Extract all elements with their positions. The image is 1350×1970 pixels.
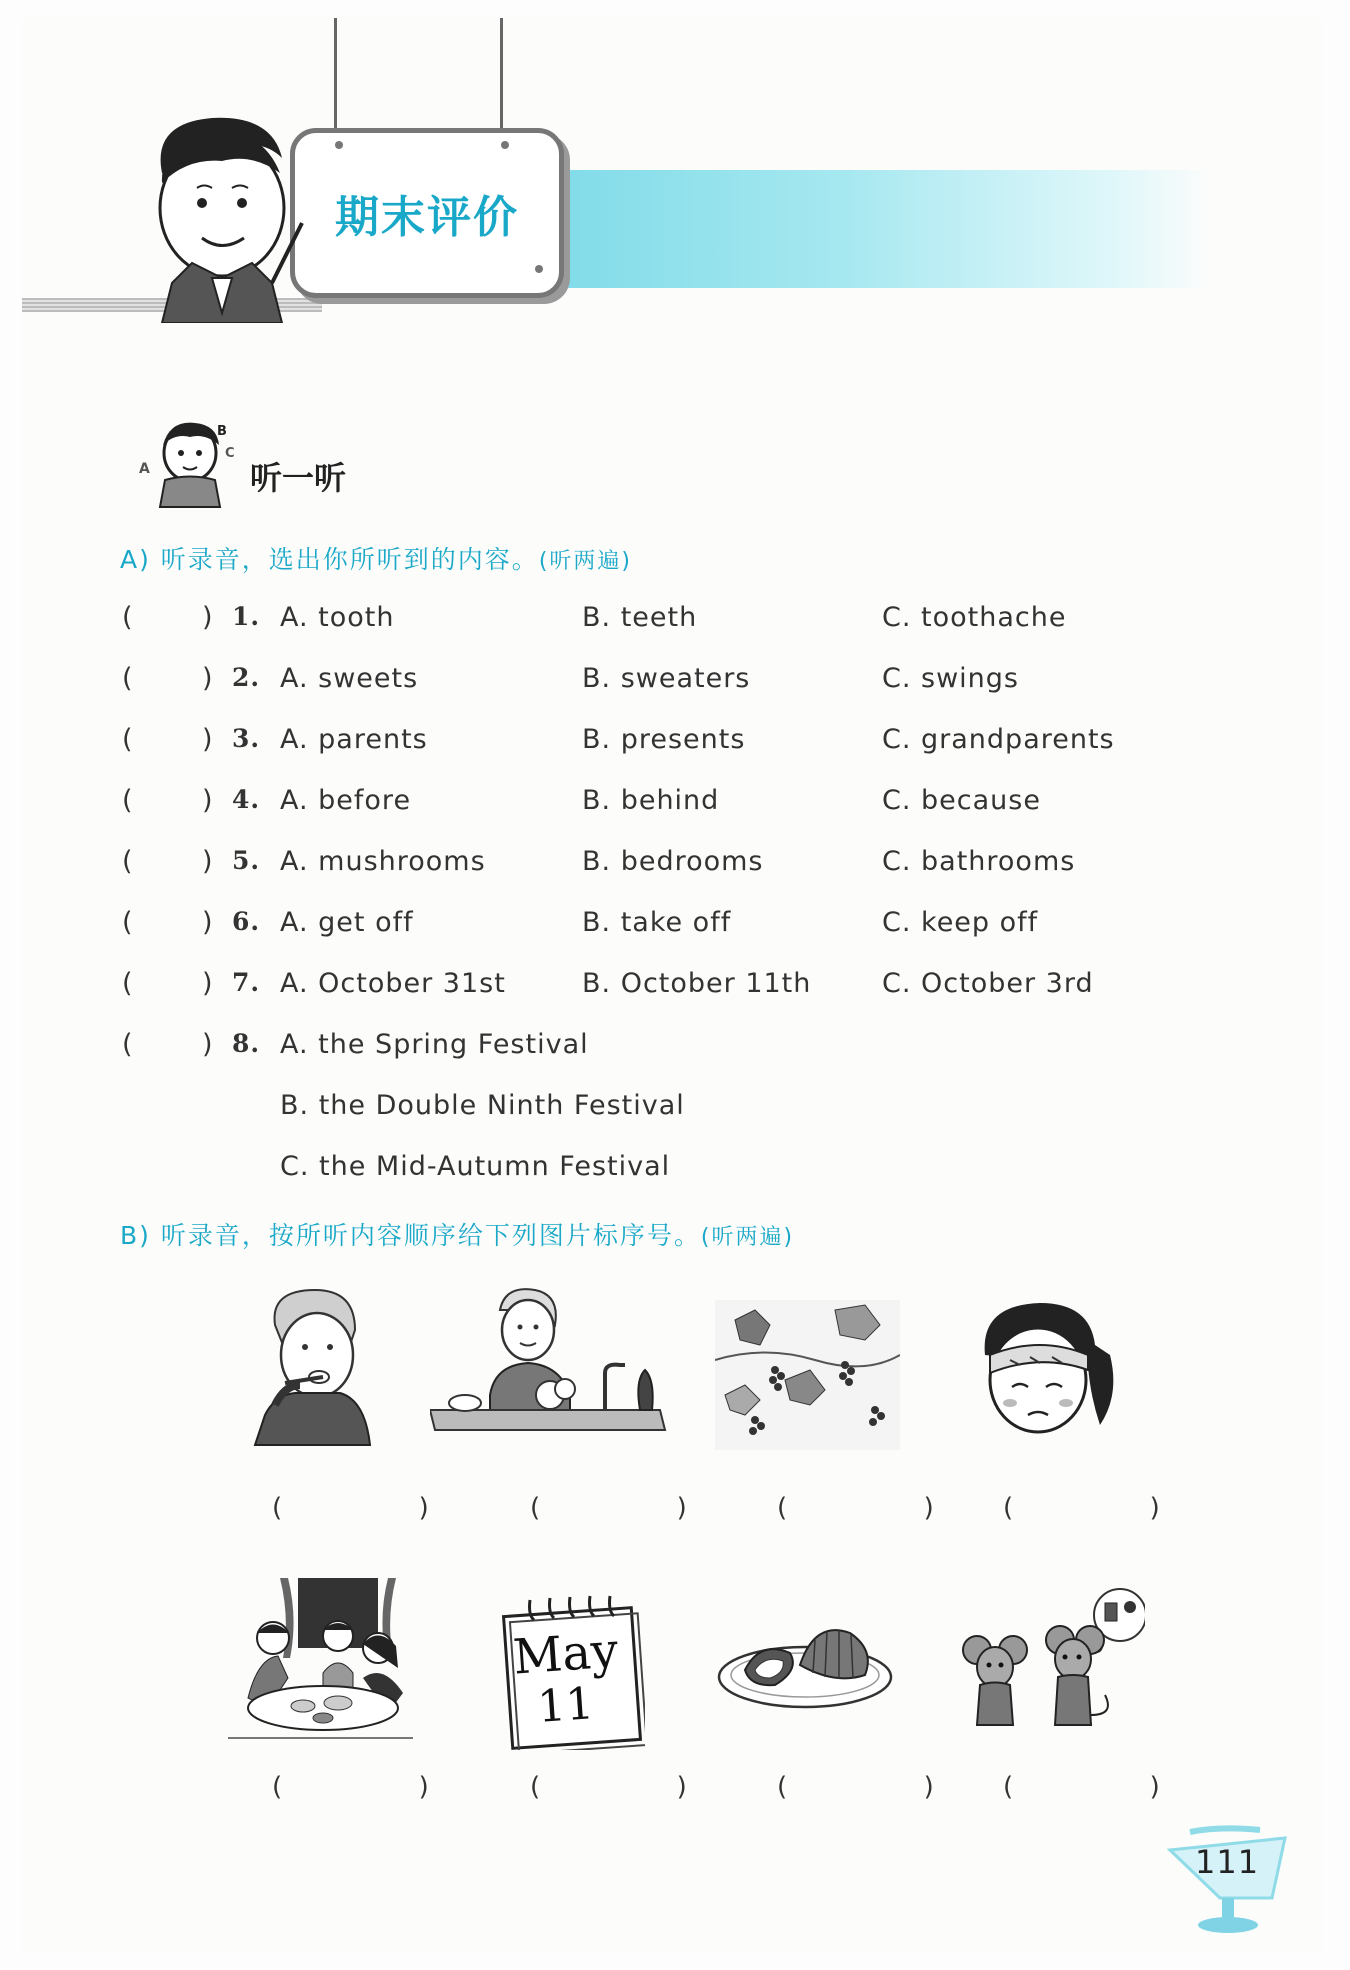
listening-kid-icon [135, 415, 245, 510]
question-number: 3. [232, 724, 261, 753]
picture-answer-blank[interactable]: ( ) [1003, 1493, 1200, 1523]
section-header [135, 415, 415, 515]
answer-blank-close: ) [202, 846, 214, 877]
option-b: B. teeth [582, 602, 698, 633]
answer-blank-open[interactable]: ( [122, 785, 134, 816]
answer-blank-open[interactable]: ( [122, 602, 134, 633]
picture-answer-blank[interactable]: ( ) [272, 1772, 469, 1802]
option-a: A. before [280, 785, 412, 816]
answer-blank-close: ) [202, 907, 214, 938]
option-a: A. parents [280, 724, 428, 755]
answer-blank-open[interactable]: ( [122, 846, 134, 877]
answer-blank-close: ) [202, 663, 214, 694]
option-a: A. get off [280, 907, 414, 938]
answer-blank-close: ) [202, 1029, 214, 1060]
calendar-day: 11 [535, 1678, 596, 1733]
instruction-note: (听两遍) [700, 1225, 795, 1250]
option-c: C. the Mid-Autumn Festival [280, 1151, 671, 1182]
answer-blank-open[interactable]: ( [122, 663, 134, 694]
badge-letter: B [217, 424, 227, 439]
option-b: B. the Double Ninth Festival [280, 1090, 685, 1121]
option-a: A. sweets [280, 663, 419, 694]
banner [22, 18, 1322, 318]
woman-washing-dishes-icon [430, 1285, 685, 1450]
option-c: C. keep off [882, 907, 1039, 938]
question-number: 1. [232, 602, 261, 631]
part-b-instruction [120, 1216, 794, 1252]
question-number: 2. [232, 663, 261, 692]
zongzi-plate-icon [715, 1615, 895, 1715]
question-row [0, 968, 1350, 1008]
picture-answer-blank[interactable]: ( ) [530, 1493, 727, 1523]
answer-blank-open[interactable]: ( [122, 724, 134, 755]
answer-blank-close: ) [202, 968, 214, 999]
badge-letter: C [225, 446, 235, 461]
sign-nail [335, 141, 343, 149]
instruction-text: A) 听录音，选出你所听到的内容。 [120, 545, 539, 574]
grapevine-icon [715, 1300, 900, 1450]
picture-answer-blank[interactable]: ( ) [1003, 1772, 1200, 1802]
question-number: 6. [232, 907, 261, 936]
question-row [0, 907, 1350, 947]
option-b: B. take off [582, 907, 732, 938]
question-row [0, 663, 1350, 703]
option-c: C. because [882, 785, 1041, 816]
question-row [0, 602, 1350, 642]
option-c: C. toothache [882, 602, 1067, 633]
option-b: B. bedrooms [582, 846, 764, 877]
question-option-line [0, 1151, 1350, 1191]
question-number: 5. [232, 846, 261, 875]
answer-blank-open[interactable]: ( [122, 1029, 134, 1060]
option-c: C. grandparents [882, 724, 1115, 755]
answer-blank-open[interactable]: ( [122, 968, 134, 999]
picture-answer-blank[interactable]: ( ) [272, 1493, 469, 1523]
option-b: B. behind [582, 785, 720, 816]
family-dinner-icon [228, 1578, 413, 1743]
answer-blank-close: ) [202, 724, 214, 755]
option-c: C. swings [882, 663, 1019, 694]
answer-blank-open[interactable]: ( [122, 907, 134, 938]
calendar-month: May [511, 1622, 620, 1686]
question-number: 7. [232, 968, 261, 997]
sign-string-right [500, 18, 503, 130]
instruction-text: B) 听录音，按所听内容顺序给下列图片标序号。 [120, 1221, 701, 1250]
answer-blank-close: ) [202, 785, 214, 816]
picture-answer-blank[interactable]: ( ) [777, 1772, 974, 1802]
banner-stripe [542, 170, 1212, 288]
option-a: A. tooth [280, 602, 395, 633]
part-a-instruction [120, 540, 632, 576]
boy-brushing-teeth-icon [245, 1285, 380, 1450]
question-row [0, 846, 1350, 886]
question-row [0, 785, 1350, 825]
sign-board [290, 128, 564, 298]
picture-answer-blank[interactable]: ( ) [777, 1493, 974, 1523]
question-row [0, 1029, 1350, 1069]
teacher-icon [132, 113, 322, 323]
option-b: B. presents [582, 724, 746, 755]
badge-letter: A [139, 461, 150, 477]
option-c: C. bathrooms [882, 846, 1076, 877]
option-a: A. mushrooms [280, 846, 486, 877]
sick-girl-icon [970, 1295, 1120, 1445]
question-option-line [0, 1090, 1350, 1130]
sign-nail [501, 141, 509, 149]
question-number: 8. [232, 1029, 261, 1058]
section-title: 听一听 [250, 459, 347, 497]
instruction-note: (听两遍) [538, 549, 632, 574]
question-row [0, 724, 1350, 764]
option-a: A. the Spring Festival [280, 1029, 589, 1060]
option-c: C. October 3rd [882, 968, 1094, 999]
question-number: 4. [232, 785, 261, 814]
option-b: B. sweaters [582, 663, 751, 694]
option-a: A. October 31st [280, 968, 506, 999]
picture-answer-blank[interactable]: ( ) [530, 1772, 727, 1802]
sign-nail [535, 265, 543, 273]
option-b: B. October 11th [582, 968, 812, 999]
page-number: 111 [1195, 1843, 1260, 1881]
answer-blank-close: ) [202, 602, 214, 633]
calendar-icon [500, 1590, 645, 1750]
two-mice-icon [955, 1585, 1145, 1735]
page-title: 期末评价 [335, 192, 519, 243]
sign-string-left [334, 18, 337, 130]
